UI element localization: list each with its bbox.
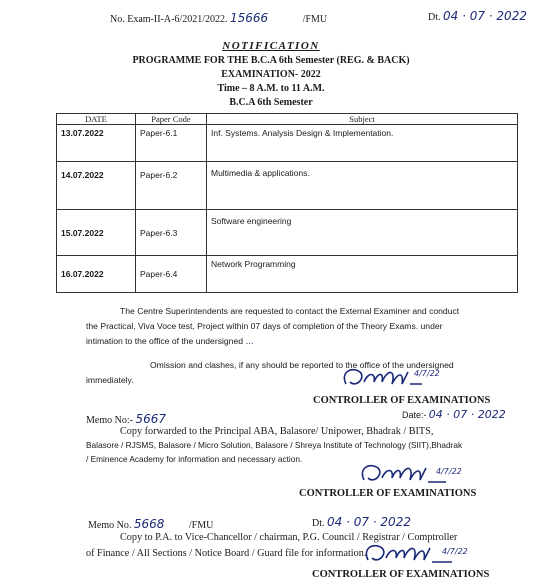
table-cell-date: 13.07.2022 bbox=[57, 125, 136, 162]
memo2-date-handwritten: 04 · 07 · 2022 bbox=[327, 515, 411, 529]
memo1-line1: Copy forwarded to the Principal ABA, Balasore/ Unipower, Bhadrak / BITS, bbox=[120, 426, 434, 437]
exam-schedule-table bbox=[56, 113, 518, 293]
notification-semester: B.C.A 6th Semester bbox=[229, 97, 313, 108]
table-cell-paper: Paper-6.2 bbox=[136, 162, 207, 210]
notification-time: Time – 8 A.M. to 11 A.M. bbox=[217, 83, 325, 94]
controller-title-2: CONTROLLER OF EXAMINATIONS bbox=[299, 488, 477, 499]
controller-signature-3 bbox=[360, 538, 480, 570]
table-row bbox=[57, 210, 518, 256]
paragraph-superintendents-line2: the Practical, Viva Voce test, Project within 07 days of completion of the Theory Exams. under bbox=[86, 321, 443, 331]
table-cell-paper: Paper-6.4 bbox=[136, 256, 207, 293]
memo2-label: Memo No. bbox=[88, 520, 132, 531]
header-date bbox=[428, 9, 527, 23]
memo2-line1: Copy to P.A. to Vice-Chancellor / chairman, P.G. Council / Registrar / Comptroller bbox=[120, 532, 458, 543]
header-date-handwritten: 04 · 07 · 2022 bbox=[443, 9, 527, 23]
table-header-subject: Subject bbox=[207, 114, 518, 125]
table-header-row bbox=[57, 114, 518, 125]
memo2-handwritten-number: 5668 bbox=[133, 517, 165, 531]
table-header-date: DATE bbox=[57, 114, 136, 125]
controller-title-3: CONTROLLER OF EXAMINATIONS bbox=[312, 569, 490, 580]
reference-line bbox=[110, 11, 327, 25]
memo1-line2: Balasore / RJSMS, Balasore / Micro Solution, Balasore / Shreya Institute of Technology (SIIT),Bhadrak bbox=[86, 440, 463, 450]
reference-number: No. Exam-II-A-6/2021/2022. bbox=[110, 14, 228, 25]
memo1-date-handwritten: 04 · 07 · 2022 bbox=[428, 408, 506, 421]
paragraph-superintendents-line3: intimation to the office of the undersigned … bbox=[86, 336, 255, 346]
notification-programme: PROGRAMME FOR THE B.C.A 6th Semester (REG. & BACK) bbox=[132, 55, 410, 66]
memo2-date-label: Dt. bbox=[312, 518, 325, 529]
table-cell-subject: Inf. Systems. Analysis Design & Implementation. bbox=[207, 125, 518, 162]
memo1-date-label: Date:- bbox=[402, 410, 427, 420]
paragraph-omission-line2: immediately. bbox=[86, 375, 134, 385]
table-cell-paper: Paper-6.1 bbox=[136, 125, 207, 162]
notification-heading: NOTIFICATION bbox=[222, 40, 320, 52]
notification-examination: EXAMINATION- 2022 bbox=[221, 69, 321, 80]
table-cell-paper: Paper-6.3 bbox=[136, 210, 207, 256]
signature-date: 4/7/22 bbox=[436, 467, 462, 476]
controller-signature-1 bbox=[338, 362, 448, 396]
memo1-date bbox=[402, 408, 506, 421]
memo2-number bbox=[88, 517, 213, 531]
controller-title-1: CONTROLLER OF EXAMINATIONS bbox=[313, 395, 491, 406]
controller-signature-2 bbox=[356, 458, 476, 492]
table-row bbox=[57, 125, 518, 162]
memo2-suffix: /FMU bbox=[188, 520, 214, 531]
table-cell-date: 14.07.2022 bbox=[57, 162, 136, 210]
table-row bbox=[57, 256, 518, 293]
memo1-line3: / Eminence Academy for information and necessary action. bbox=[86, 454, 303, 464]
table-row bbox=[57, 162, 518, 210]
table-cell-subject: Multimedia & applications. bbox=[207, 162, 518, 210]
memo2-date bbox=[312, 515, 411, 529]
signature-date: 4/7/22 bbox=[442, 547, 468, 556]
memo1-number bbox=[86, 412, 166, 426]
memo1-handwritten-number: 5667 bbox=[135, 412, 166, 426]
memo2-line2: of Finance / All Sections / Notice Board / Guard file for information. bbox=[86, 548, 367, 559]
table-cell-date: 16.07.2022 bbox=[57, 256, 136, 293]
paragraph-superintendents-line1: The Centre Superintendents are requested to contact the External Examiner and conduct bbox=[120, 306, 460, 316]
paragraph-omission-line1: Omission and clashes, if any should be reported to the office of the undersigned bbox=[150, 360, 454, 370]
reference-handwritten-number: 15666 bbox=[229, 11, 269, 25]
signature-date: 4/7/22 bbox=[414, 369, 440, 378]
reference-suffix: /FMU bbox=[302, 14, 328, 25]
table-header-paper-code: Paper Code bbox=[136, 114, 207, 125]
table-cell-subject: Software engineering bbox=[207, 210, 518, 256]
memo1-label: Memo No:- bbox=[86, 415, 133, 426]
header-date-label: Dt. bbox=[428, 12, 441, 23]
table-cell-date: 15.07.2022 bbox=[57, 210, 136, 256]
table-cell-subject: Network Programming bbox=[207, 256, 518, 293]
